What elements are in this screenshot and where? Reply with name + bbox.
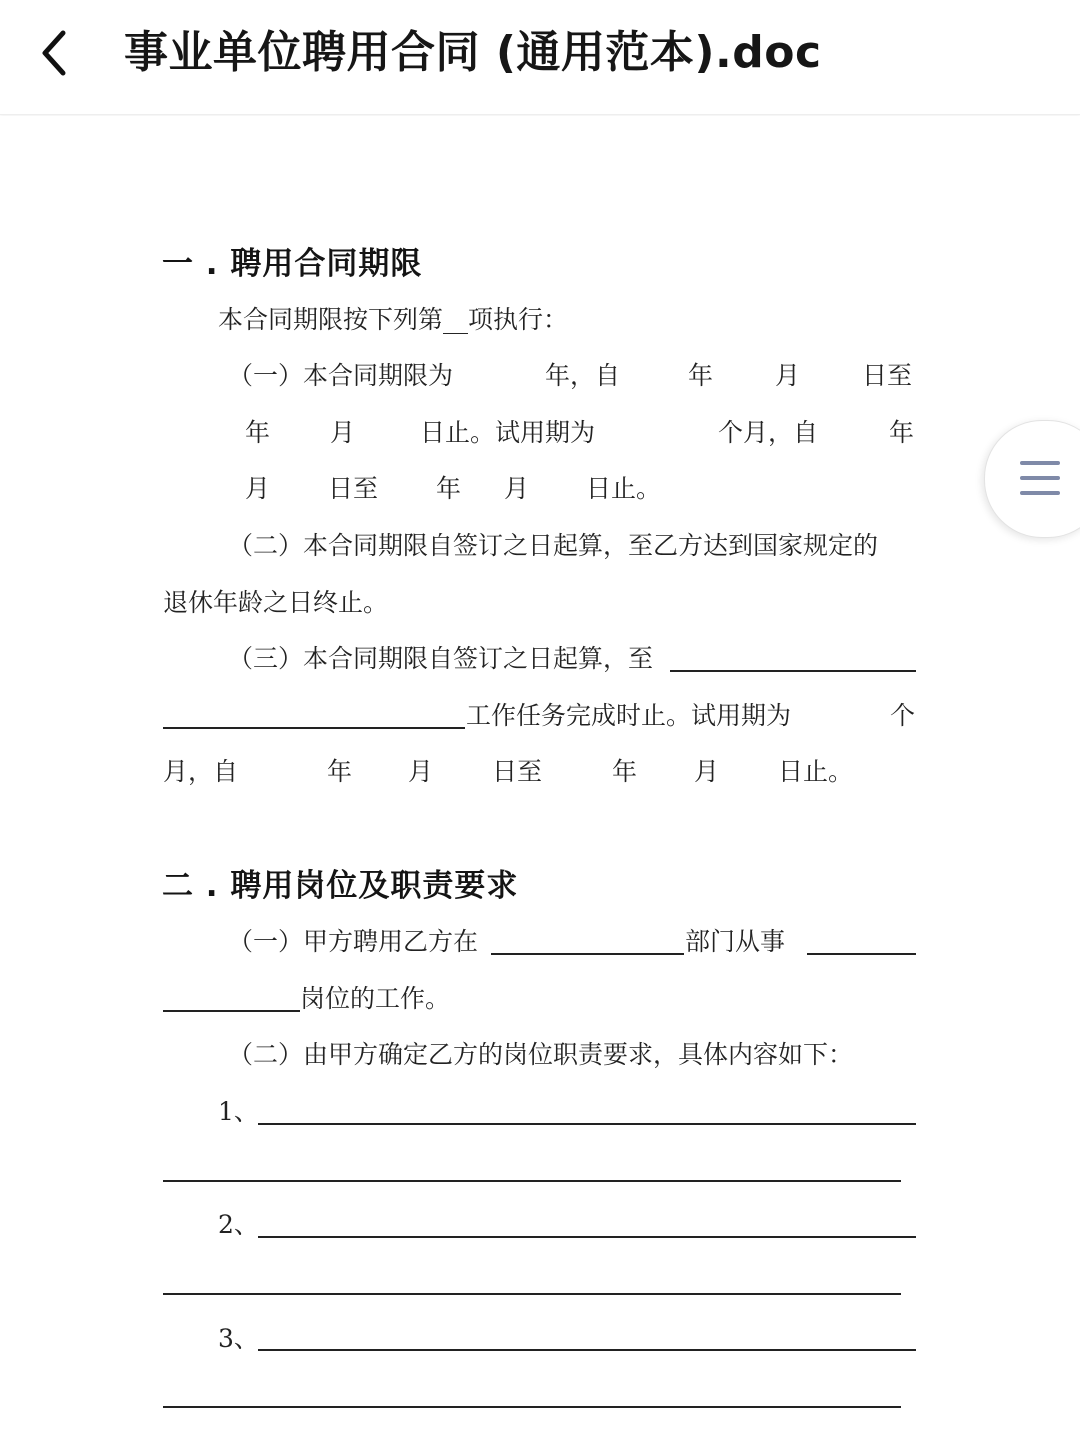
- option1-text: 年: [436, 474, 462, 503]
- item1-text: 部门从事: [685, 927, 786, 956]
- blank-line: [670, 670, 916, 672]
- blank-line: [258, 1349, 916, 1351]
- option1-text: （一）本合同期限为: [228, 361, 454, 390]
- option1-text: 年，自: [545, 361, 621, 390]
- option3-text: 日止。: [778, 757, 854, 786]
- list-number: 2、: [218, 1210, 259, 1239]
- option3-text: 年: [327, 757, 353, 786]
- option1-text: 日止。: [586, 474, 662, 503]
- option1-text: 年: [245, 418, 271, 447]
- option1-text: 年: [688, 361, 714, 390]
- document-title: 事业单位聘用合同 (通用范本).doc: [124, 27, 822, 78]
- option2-text: 退休年龄之日终止。: [163, 588, 389, 617]
- blank-line: [163, 1180, 901, 1182]
- item2-text: （二）由甲方确定乙方的岗位职责要求，具体内容如下：: [228, 1040, 854, 1069]
- option3-text: 个: [890, 701, 916, 730]
- section-heading-term: 一 . 聘用合同期限: [162, 246, 423, 282]
- blank-line: [491, 953, 684, 955]
- section-heading-position: 二 . 聘用岗位及职责要求: [162, 868, 519, 904]
- item1-text: 岗位的工作。: [300, 984, 451, 1013]
- blank-line: [163, 1293, 901, 1295]
- blank-line: [807, 953, 916, 955]
- blank-line: [258, 1236, 916, 1238]
- option3-text: 日至: [492, 757, 543, 786]
- blank-line: [163, 727, 465, 729]
- option3-text: 年: [612, 757, 638, 786]
- paragraph-term-intro: 本合同期限按下列第__项执行：: [218, 305, 569, 334]
- list-number: 3、: [218, 1324, 259, 1353]
- option3-text: 月: [694, 757, 720, 786]
- option1-text: 年: [889, 418, 915, 447]
- option1-text: 日至: [862, 361, 913, 390]
- option2-text: （二）本合同期限自签订之日起算，至乙方达到国家规定的: [228, 531, 879, 560]
- option1-text: 月: [504, 474, 530, 503]
- back-button[interactable]: [22, 20, 88, 86]
- blank-line: [163, 1406, 901, 1408]
- document-page[interactable]: [0, 116, 1080, 1440]
- option1-text: 日止。试用期为: [420, 418, 596, 447]
- chevron-left-icon: [35, 27, 75, 79]
- option3-text: 工作任务完成时止。试用期为: [466, 701, 792, 730]
- option3-text: （三）本合同期限自签订之日起算，至: [228, 644, 654, 673]
- option3-text: 月，自: [163, 757, 239, 786]
- option1-text: 月: [330, 418, 356, 447]
- option1-text: 日至: [328, 474, 379, 503]
- blank-line: [258, 1123, 916, 1125]
- option1-text: 月: [245, 474, 271, 503]
- app-header: [0, 0, 1080, 115]
- item1-text: （一）甲方聘用乙方在: [228, 927, 479, 956]
- option1-text: 个月，自: [718, 418, 819, 447]
- option3-text: 月: [408, 757, 434, 786]
- blank-line: [163, 1010, 300, 1012]
- list-number: 1、: [218, 1097, 259, 1126]
- option1-text: 月: [775, 361, 801, 390]
- menu-lines-icon: [1020, 461, 1060, 506]
